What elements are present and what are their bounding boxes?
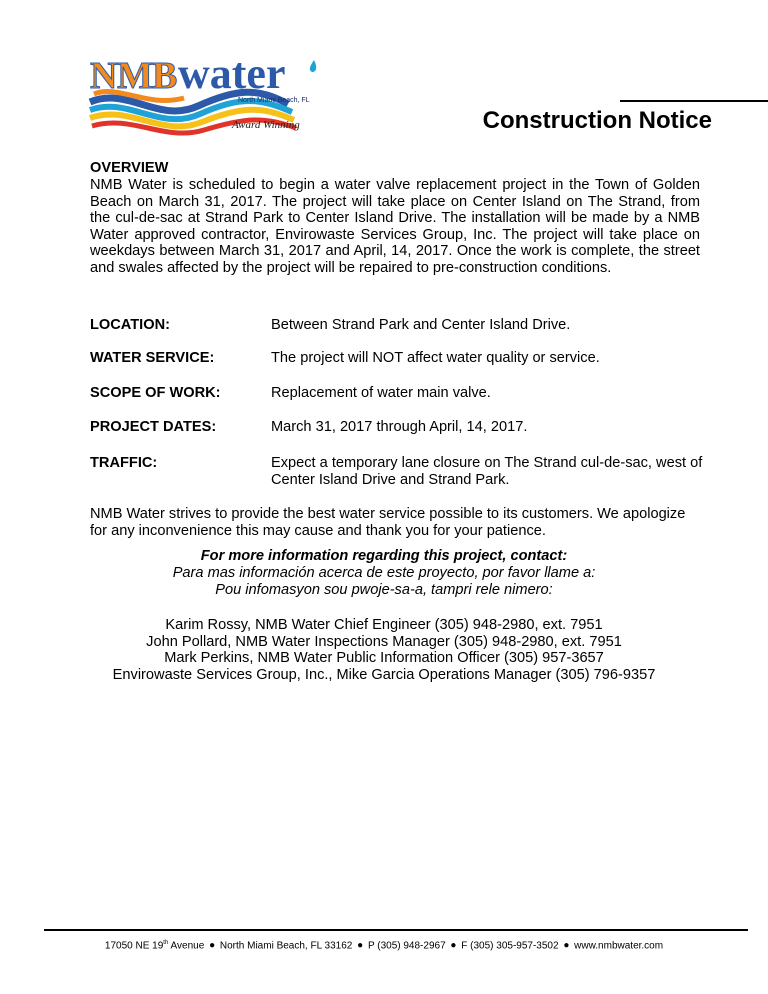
overview-paragraph: NMB Water is scheduled to begin a water valve replacement project in the Town of Golden Beach on March 31, 2017. The project will take place on Center Island on The Strand, from the cul-de-sac at Strand Park to Center Island Drive. The installation will be made by a NMB Water approved contractor, Envirowaste Services Group, Inc. The project will take place on weekdays between March 31, 2017 and April, 14, 2017. Once the work is complete, the street and swales affected by the project will be repaired to pre-construction conditions. — [90, 177, 700, 276]
water-service-value: The project will NOT affect water quality or service. — [271, 350, 600, 366]
contact-list — [0, 617, 768, 683]
bullet-icon: ● — [450, 940, 457, 952]
contact-heading-creole: Pou infomasyon sou pwoje-sa-a, tampri rele nimero: — [215, 582, 553, 598]
footer-website[interactable]: www.nmbwater.com — [574, 940, 664, 952]
footer-street-suffix: th — [163, 940, 169, 946]
closing-paragraph: NMB Water strives to provide the best water service possible to its customers. We apologize for any inconvenience this may cause and thank you for your patience. — [90, 506, 686, 539]
page-title: Construction Notice — [482, 107, 712, 134]
bullet-icon: ● — [563, 940, 570, 952]
project-dates-label: PROJECT DATES: — [90, 419, 217, 435]
water-service-label: WATER SERVICE: — [90, 350, 215, 366]
footer-fax: F (305) 305-957-3502 — [461, 940, 559, 952]
logo-tagline: Award Winning — [232, 119, 300, 131]
location-value: Between Strand Park and Center Island Drive. — [271, 317, 571, 333]
contact-heading-spanish: Para mas información acerca de este proyecto, por favor llame a: — [172, 565, 596, 581]
bullet-icon: ● — [209, 940, 216, 952]
bullet-icon: ● — [357, 940, 364, 952]
footer-city: North Miami Beach, FL 33162 — [219, 940, 353, 952]
nmb-water-logo — [88, 44, 328, 136]
footer-address — [0, 936, 768, 953]
scope-label: SCOPE OF WORK: — [90, 385, 221, 401]
footer-rule — [44, 929, 748, 931]
logo-location: North Miami Beach, FL — [238, 97, 310, 104]
contact-person: Karim Rossy, NMB Water Chief Engineer (305) 948-2980, ext. 7951 — [165, 617, 603, 633]
logo-letter-n: N — [90, 55, 118, 97]
water-drop-icon — [310, 60, 316, 72]
traffic-value: Expect a temporary lane closure on The Strand cul-de-sac, west of Center Island Drive and Strand Park. — [271, 455, 703, 488]
header-rule — [620, 100, 768, 102]
logo-word-water: water — [178, 49, 286, 98]
contact-person: Mark Perkins, NMB Water Public Information Officer (305) 957-3657 — [164, 650, 604, 666]
project-dates-value: March 31, 2017 through April, 14, 2017. — [271, 419, 528, 435]
logo-letter-m: M — [117, 55, 153, 97]
contact-person: John Pollard, NMB Water Inspections Manager (305) 948-2980, ext. 7951 — [146, 633, 622, 650]
scope-value: Replacement of water main valve. — [271, 385, 491, 401]
footer-street-number: 17050 NE 19 — [104, 940, 164, 952]
footer-street-name: Avenue — [168, 940, 205, 952]
traffic-label: TRAFFIC: — [90, 455, 158, 471]
contact-person: Envirowaste Services Group, Inc., Mike Garcia Operations Manager (305) 796-9357 — [112, 666, 656, 683]
contact-heading: For more information regarding this project, contact: — [200, 548, 568, 564]
footer-phone: P (305) 948-2967 — [367, 940, 446, 952]
location-label: LOCATION: — [90, 317, 170, 333]
logo-letter-b: B — [152, 55, 178, 97]
overview-heading: OVERVIEW — [90, 160, 169, 176]
